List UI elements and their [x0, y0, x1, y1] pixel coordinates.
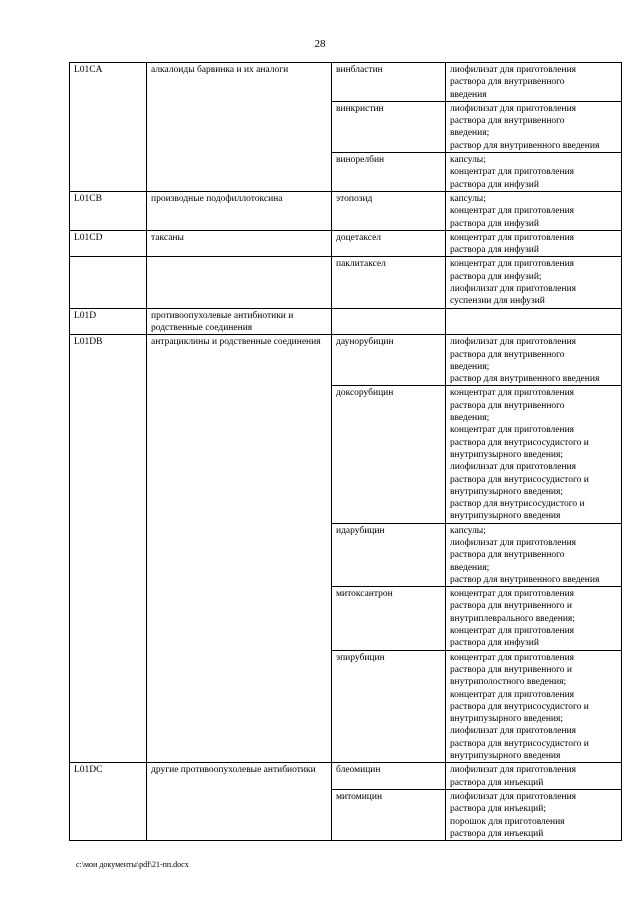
table-row — [70, 335, 622, 386]
drug-name: винорелбин — [332, 153, 446, 192]
dosage-form-line: раствора для инфузий — [450, 245, 539, 256]
dosage-forms — [446, 386, 622, 523]
dosage-form-line: лиофилизат для приготовления — [450, 65, 577, 75]
dosage-form-line: введения; — [450, 413, 490, 424]
drug-name: винбластин — [332, 63, 446, 102]
dosage-forms — [446, 153, 622, 192]
atc-code: L01CA — [70, 63, 147, 192]
dosage-form-line: раствора для внутрисосудистого и — [450, 701, 589, 712]
table-row — [70, 257, 622, 308]
dosage-form-line: раствора для внутривенного и — [450, 664, 573, 675]
dosage-form-line: концентрат для приготовления — [450, 589, 575, 600]
dosage-form-line: суспензии для инфузий — [450, 296, 545, 307]
drug-name — [332, 308, 446, 335]
dosage-form-line: лиофилизат для приготовления — [450, 284, 577, 295]
dosage-form-line: лиофилизат для приготовления — [450, 791, 577, 802]
dosage-form-line: раствора для инфузий — [450, 218, 539, 229]
dosage-form-line: раствор для внутрисосудистого и — [450, 499, 585, 510]
atc-code: L01DB — [70, 335, 147, 763]
dosage-forms — [446, 523, 622, 586]
atc-group: производные подофиллотоксина — [147, 191, 332, 230]
table-row — [70, 63, 622, 102]
drug-name: митомицин — [332, 789, 446, 840]
dosage-form-line: лиофилизат для приготовления — [450, 103, 577, 114]
dosage-form-line: раствор для внутривенного введения — [450, 374, 600, 385]
dosage-form-line: раствора для внутрисосудистого и — [450, 738, 589, 749]
dosage-forms — [446, 789, 622, 840]
dosage-form-line: концентрат для приготовления — [450, 626, 575, 637]
drug-name: идарубицин — [332, 523, 446, 586]
atc-code: L01D — [70, 308, 147, 335]
dosage-form-line: раствор для внутривенного введения — [450, 140, 600, 151]
dosage-form-line: внутриплеврального введения; — [450, 613, 575, 624]
dosage-form-line: концентрат для приготовления — [450, 259, 575, 270]
dosage-form-line: раствора для внутривенного — [450, 349, 565, 360]
dosage-form-line: введения; — [450, 128, 490, 139]
table-row — [70, 230, 622, 257]
dosage-forms — [446, 650, 622, 763]
dosage-form-line: раствора для внутрисосудистого и — [450, 474, 589, 485]
dosage-form-line: капсулы; — [450, 155, 486, 166]
dosage-form-line: раствора для инфузий; — [450, 271, 542, 282]
dosage-form-line: введения; — [450, 562, 490, 573]
dosage-form-line: концентрат для приготовления — [450, 167, 575, 178]
dosage-form-line: раствора для инъекций — [450, 828, 544, 839]
dosage-form-line: лиофилизат для приготовления — [450, 537, 577, 548]
drug-name: доцетаксел — [332, 230, 446, 257]
dosage-form-line: раствора для инъекций — [450, 777, 544, 788]
dosage-form-line: раствор для внутривенного введения — [450, 574, 600, 585]
dosage-forms — [446, 763, 622, 790]
dosage-form-line: раствора для внутривенного и — [450, 601, 573, 612]
dosage-forms — [446, 101, 622, 152]
dosage-form-line: концентрат для приготовления — [450, 388, 575, 399]
dosage-form-line: концентрат для приготовления — [450, 232, 575, 243]
drug-name: этопозид — [332, 191, 446, 230]
dosage-form-line: раствора для внутривенного — [450, 550, 565, 561]
atc-group: таксаны — [147, 230, 332, 257]
drug-name: паклитаксел — [332, 257, 446, 308]
drug-name: митоксантрон — [332, 587, 446, 650]
dosage-form-line: введения; — [450, 361, 490, 372]
atc-code: L01CB — [70, 191, 147, 230]
dosage-form-line: концентрат для приготовления — [450, 652, 575, 663]
dosage-form-line: концентрат для приготовления — [450, 425, 575, 436]
atc-code: L01CD — [70, 230, 147, 257]
dosage-forms — [446, 63, 622, 102]
dosage-form-line: раствора для внутривенного — [450, 77, 565, 88]
page-number: 28 — [314, 38, 326, 50]
drug-name: эпирубицин — [332, 650, 446, 763]
dosage-form-line: лиофилизат для приготовления — [450, 765, 577, 776]
dosage-form-line: внутрипузырного введения — [450, 751, 561, 762]
dosage-form-line: концентрат для приготовления — [450, 689, 575, 700]
atc-group: антрациклины и родственные соединения — [147, 335, 332, 763]
atc-group — [147, 257, 332, 308]
dosage-form-line: раствора для внутрисосудистого и — [450, 437, 589, 448]
atc-group: противоопухолевые антибиотики и родственные соединения — [147, 308, 332, 335]
table-row — [70, 763, 622, 790]
drug-table — [69, 62, 622, 841]
drug-name: доксорубицин — [332, 386, 446, 523]
dosage-forms — [446, 257, 622, 308]
dosage-form-line: раствора для инфузий — [450, 179, 539, 190]
dosage-form-line: порошок для приготовления — [450, 816, 565, 827]
dosage-form-line: внутрипузырного введения; — [450, 714, 563, 725]
dosage-form-line: раствора для инфузий — [450, 638, 539, 649]
dosage-form-line: введения — [450, 89, 487, 100]
dosage-form-line: капсулы; — [450, 193, 486, 204]
atc-group: алкалоиды барвинка и их аналоги — [147, 63, 332, 192]
dosage-forms — [446, 230, 622, 257]
table-row — [70, 191, 622, 230]
dosage-forms — [446, 587, 622, 650]
dosage-form-line: капсулы; — [450, 525, 486, 536]
table-row — [70, 308, 622, 335]
dosage-form-line: концентрат для приготовления — [450, 206, 575, 217]
dosage-form-line: раствора для инъекций; — [450, 804, 546, 815]
dosage-forms — [446, 308, 622, 335]
dosage-forms — [446, 335, 622, 386]
atc-code — [70, 257, 147, 308]
dosage-form-line: лиофилизат для приготовления — [450, 726, 577, 737]
drug-name: даунорубицин — [332, 335, 446, 386]
dosage-form-line: раствора для внутривенного — [450, 116, 565, 127]
dosage-form-line: лиофилизат для приготовления — [450, 462, 577, 473]
drug-name: винкристин — [332, 101, 446, 152]
dosage-form-line: внутрипузырного введения; — [450, 449, 563, 460]
dosage-forms — [446, 191, 622, 230]
dosage-form-line: лиофилизат для приготовления — [450, 337, 577, 348]
drug-name: блеомицин — [332, 763, 446, 790]
dosage-form-line: внутриполостного введения; — [450, 677, 567, 688]
dosage-form-line: раствора для внутривенного — [450, 400, 565, 411]
dosage-form-line: внутрипузырного введения; — [450, 486, 563, 497]
atc-group: другие противоопухолевые антибиотики — [147, 763, 332, 841]
footer-file-path: c:\мои документы\pdf\21-пп.docx — [76, 860, 189, 869]
atc-code: L01DC — [70, 763, 147, 841]
dosage-form-line: внутрипузырного введения — [450, 511, 561, 522]
